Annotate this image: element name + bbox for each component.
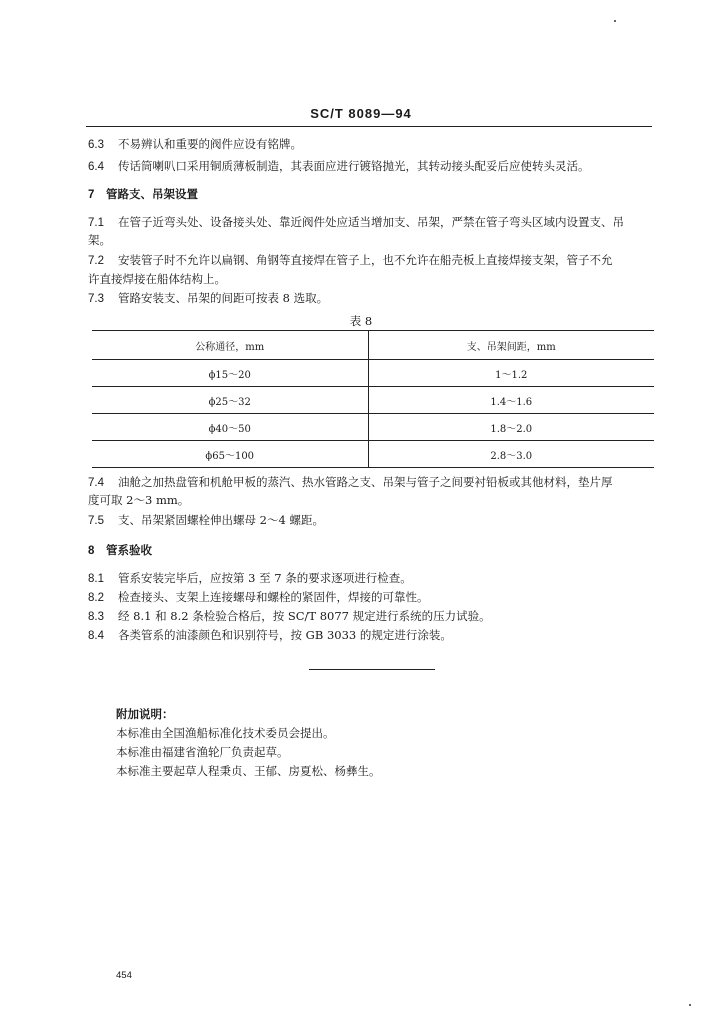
notes-line: 本标准主要起草人程秉贞、王郁、房夏松、杨彝生。 (116, 764, 381, 778)
section-title: 管路支、吊架设置 (106, 187, 198, 201)
notes-line: 本标准由福建省渔轮厂负责起草。 (116, 745, 289, 759)
section-number: 7 (88, 189, 95, 201)
clause-7-4 (88, 474, 654, 491)
scan-speck (689, 1004, 691, 1006)
page-number: 454 (116, 970, 132, 981)
clause-text: 在管子近弯头处、设备接头处、靠近阀件处应适当增加支、吊架，严禁在管子弯头区域内设置支、吊 (118, 215, 624, 229)
clause-text: 不易辨认和重要的阀件应设有铭牌。 (118, 137, 302, 151)
table-row (92, 414, 654, 441)
clause-text: 经 8.1 和 8.2 条检验合格后，按 SC/T 8077 规定进行系统的压力试验。 (118, 609, 491, 623)
section-number: 8 (88, 545, 95, 557)
clause-number: 8.3 (88, 611, 104, 623)
section-title: 管系验收 (106, 543, 152, 557)
section-8-heading (88, 542, 654, 559)
clause-7-1-continued: 架。 (88, 233, 111, 247)
clause-7-4-continued: 度可取 2～3 mm。 (88, 493, 190, 507)
clause-number: 8.4 (88, 630, 104, 642)
clause-7-5 (88, 512, 654, 529)
clause-number: 6.3 (88, 139, 104, 151)
table-row (92, 360, 654, 387)
table-cell: 1.8～2.0 (368, 414, 654, 441)
table-row (92, 387, 654, 414)
clause-number: 8.1 (88, 573, 104, 585)
clause-7-2-continued: 许直接焊接在船体结构上。 (88, 272, 226, 286)
clause-8-1 (88, 570, 654, 587)
clause-text: 管路安装支、吊架的间距可按表 8 选取。 (118, 291, 329, 305)
clause-7-1 (88, 214, 654, 231)
table-cell: 2.8～3.0 (368, 441, 654, 468)
clause-number: 7.1 (88, 217, 104, 229)
clause-text: 检查接头、支架上连接螺母和螺栓的紧固件，焊接的可靠性。 (118, 590, 429, 604)
table-cell: ϕ25～32 (92, 387, 368, 414)
end-of-standard-rule (309, 669, 435, 670)
standard-code-header: SC/T 8089—94 (310, 106, 412, 121)
clause-7-2 (88, 252, 654, 269)
clause-text: 各类管系的油漆颜色和识别符号，按 GB 3033 的规定进行涂装。 (118, 628, 452, 642)
clause-number: 7.5 (88, 515, 104, 527)
table-header-row (92, 331, 654, 360)
clause-8-3 (88, 608, 654, 625)
clause-number: 7.3 (88, 293, 104, 305)
scan-speck (614, 20, 616, 22)
table-cell: 1.4～1.6 (368, 387, 654, 414)
clause-8-4 (88, 627, 654, 644)
clause-number: 7.4 (88, 477, 104, 489)
section-7-heading (88, 186, 654, 203)
clause-text: 油舱之加热盘管和机舱甲板的蒸汽、热水管路之支、吊架与管子之间要衬铅板或其他材料，垫片厚 (118, 475, 613, 489)
clause-text: 安装管子时不允许以扁钢、角钢等直接焊在管子上，也不允许在船壳板上直接焊接支架，管子不允 (118, 253, 613, 267)
support-spacing-table (92, 330, 654, 468)
table-caption: 表 8 (349, 314, 373, 328)
header-rule (86, 126, 652, 127)
clause-number: 8.2 (88, 592, 104, 604)
clause-text: 传话筒喇叭口采用铜质薄板制造，其表面应进行镀铬抛光，其转动接头配妥后应使转头灵活。 (118, 159, 590, 173)
clause-text: 管系安装完毕后，应按第 3 至 7 条的要求逐项进行检查。 (118, 571, 412, 585)
clause-6-4 (88, 158, 654, 175)
clause-8-2 (88, 589, 654, 606)
table-cell: ϕ15～20 (92, 360, 368, 387)
clause-text: 支、吊架紧固螺栓伸出螺母 2～4 螺距。 (118, 513, 324, 527)
table-header-diameter: 公称通径，mm (92, 331, 368, 360)
table-cell: ϕ65～100 (92, 441, 368, 468)
notes-title: 附加说明： (116, 707, 174, 721)
table-row (92, 441, 654, 468)
clause-number: 7.2 (88, 255, 104, 267)
clause-6-3 (88, 136, 654, 153)
table-cell: 1～1.2 (368, 360, 654, 387)
table-cell: ϕ40～50 (92, 414, 368, 441)
clause-7-3 (88, 290, 654, 307)
notes-line: 本标准由全国渔船标准化技术委员会提出。 (116, 726, 335, 740)
table-header-spacing: 支、吊架间距，mm (368, 331, 654, 360)
clause-number: 6.4 (88, 161, 104, 173)
